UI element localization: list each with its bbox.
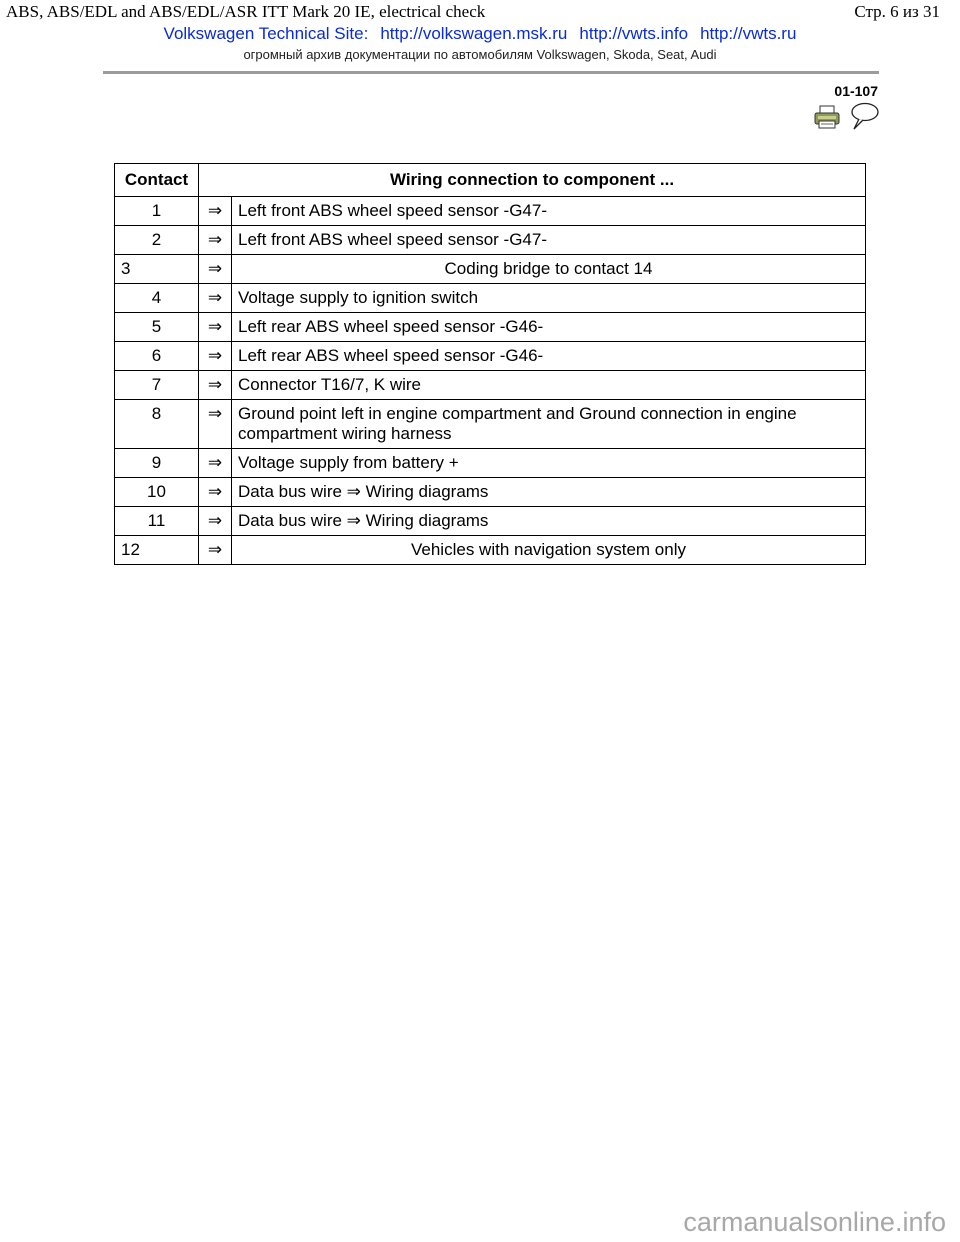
printer-icon[interactable] [814,105,840,129]
table-row [115,536,866,565]
connection-description: Voltage supply to ignition switch [232,284,866,313]
table-row [115,478,866,507]
arrow-icon: ⇒ [199,342,232,371]
connection-description: Vehicles with navigation system only [232,536,866,565]
table-row [115,197,866,226]
link-vwts-info[interactable]: http://vwts.info [579,24,689,43]
archive-subtitle: огромный архив документации по автомобилям Volkswagen, Skoda, Seat, Audi [243,47,717,62]
connection-description: Data bus wire ⇒ Wiring diagrams [232,507,866,536]
connection-description: Coding bridge to contact 14 [232,255,866,284]
speech-bubble-icon[interactable] [848,101,880,131]
contact-number: 12 [115,536,199,565]
connection-description: Left rear ABS wheel speed sensor -G46- [232,313,866,342]
arrow-icon: ⇒ [199,313,232,342]
arrow-icon: ⇒ [199,449,232,478]
table-row [115,342,866,371]
table-row [115,507,866,536]
arrow-icon: ⇒ [199,197,232,226]
connection-description: Ground point left in engine compartment and Ground connection in engine compartment wiring harness [232,400,866,449]
table-row [115,226,866,255]
table-row [115,313,866,342]
table-row [115,449,866,478]
site-label: Volkswagen Technical Site: [163,24,369,43]
link-volkswagen-msk[interactable]: http://volkswagen.msk.ru [380,24,568,43]
contact-number: 3 [115,255,199,284]
page-tools [814,101,880,131]
contact-number: 2 [115,226,199,255]
connection-description: Data bus wire ⇒ Wiring diagrams [232,478,866,507]
table-row [115,255,866,284]
connection-description: Voltage supply from battery + [232,449,866,478]
contact-number: 1 [115,197,199,226]
header-wiring-connection: Wiring connection to component ... [199,164,866,197]
site-links-bar [0,24,960,44]
header-contact: Contact [115,164,199,197]
arrow-icon: ⇒ [199,536,232,565]
table-row [115,284,866,313]
wiring-table [114,163,866,565]
footer-watermark: carmanualsonline.info [683,1207,946,1237]
document-number: 01-107 [834,83,878,99]
table-header-row [115,164,866,197]
arrow-icon: ⇒ [199,226,232,255]
contact-number: 7 [115,371,199,400]
document-title: ABS, ABS/EDL and ABS/EDL/ASR ITT Mark 20 IE, electrical check [6,2,486,21]
contact-number: 4 [115,284,199,313]
arrow-icon: ⇒ [199,255,232,284]
connection-description: Left front ABS wheel speed sensor -G47- [232,226,866,255]
table-row [115,400,866,449]
arrow-icon: ⇒ [199,400,232,449]
contact-number: 9 [115,449,199,478]
contact-number: 6 [115,342,199,371]
arrow-icon: ⇒ [199,507,232,536]
page-indicator: Стр. 6 из 31 [854,2,940,21]
link-vwts-ru[interactable]: http://vwts.ru [700,24,797,43]
contact-number: 11 [115,507,199,536]
arrow-icon: ⇒ [199,371,232,400]
arrow-icon: ⇒ [199,478,232,507]
arrow-icon: ⇒ [199,284,232,313]
contact-number: 10 [115,478,199,507]
contact-number: 8 [115,400,199,449]
connection-description: Left rear ABS wheel speed sensor -G46- [232,342,866,371]
header-divider [103,71,879,74]
connection-description: Connector T16/7, K wire [232,371,866,400]
contact-number: 5 [115,313,199,342]
table-row [115,371,866,400]
connection-description: Left front ABS wheel speed sensor -G47- [232,197,866,226]
